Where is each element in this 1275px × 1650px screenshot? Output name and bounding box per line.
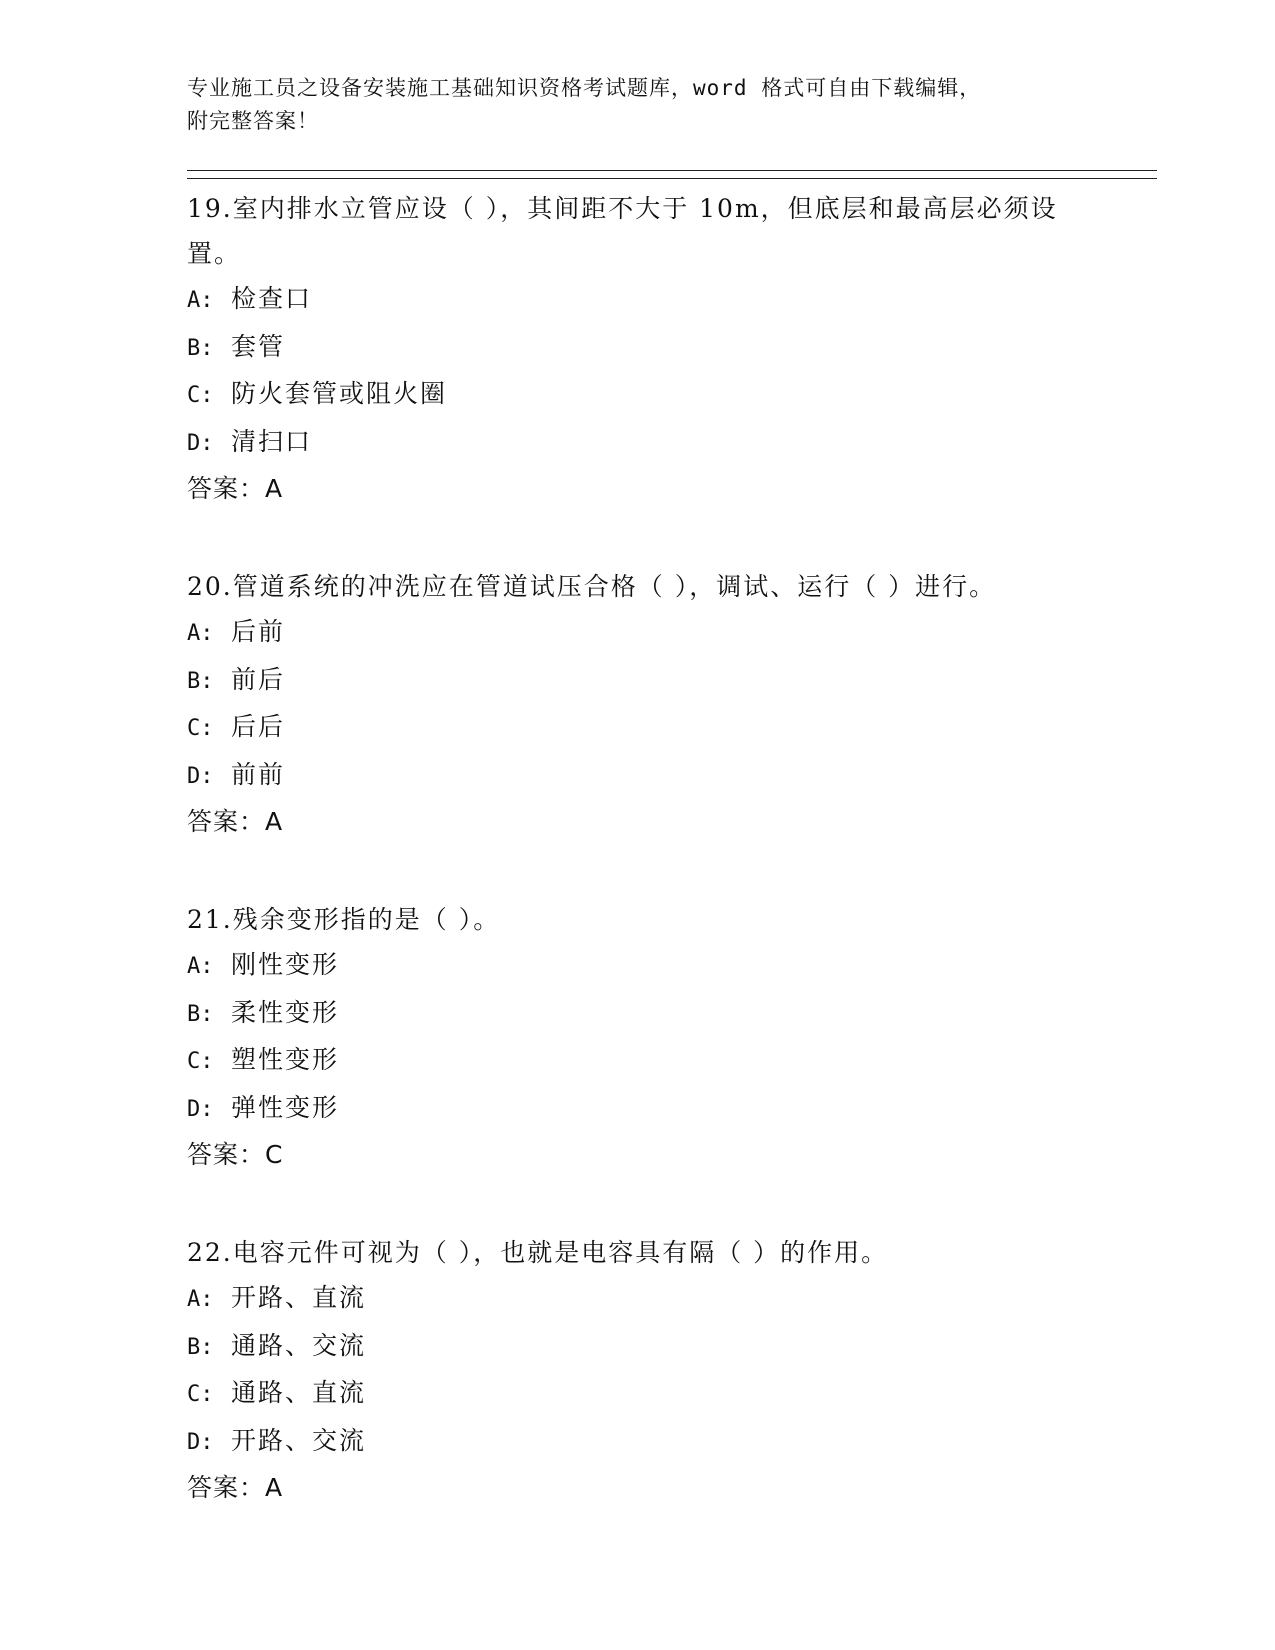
option-key: D: xyxy=(187,763,214,789)
option-key: B: xyxy=(187,335,214,361)
option-key: B: xyxy=(187,1334,214,1360)
option-b xyxy=(187,1323,1157,1371)
option-b xyxy=(187,324,1157,372)
option-text: 后前 xyxy=(231,617,286,646)
option-key: D: xyxy=(187,1096,214,1122)
question-22 xyxy=(187,1230,1157,1511)
option-a xyxy=(187,942,1157,990)
question-20 xyxy=(187,564,1157,845)
option-d xyxy=(187,752,1157,800)
option-key: A: xyxy=(187,954,214,979)
option-key: C: xyxy=(187,1049,214,1074)
question-stem: 22.电容元件可视为（ ），也就是电容具有隔（ ）的作用。 xyxy=(187,1238,889,1267)
option-text: 开路、直流 xyxy=(231,1283,367,1312)
option-key: C: xyxy=(187,383,214,408)
option-text: 开路、交流 xyxy=(231,1425,367,1455)
option-text: 刚性变形 xyxy=(231,950,340,979)
option-text: 清扫口 xyxy=(231,426,313,456)
answer-line: 答案：A xyxy=(187,807,284,836)
document-header xyxy=(187,72,1157,138)
answer-line: 答案：C xyxy=(187,1140,284,1169)
option-text: 通路、直流 xyxy=(231,1378,367,1407)
option-text: 弹性变形 xyxy=(231,1092,340,1122)
option-d xyxy=(187,1085,1157,1133)
document-page xyxy=(187,72,1157,1511)
option-c xyxy=(187,1037,1157,1085)
option-key: B: xyxy=(187,1001,214,1027)
question-19 xyxy=(187,186,1157,512)
option-text: 通路、交流 xyxy=(231,1330,367,1360)
option-key: A: xyxy=(187,621,214,646)
option-d xyxy=(187,1418,1157,1466)
option-text: 后后 xyxy=(231,712,286,741)
option-a xyxy=(187,609,1157,657)
option-key: C: xyxy=(187,716,214,741)
option-text: 柔性变形 xyxy=(231,997,340,1027)
question-21 xyxy=(187,897,1157,1178)
option-d xyxy=(187,419,1157,467)
answer-line: 答案：A xyxy=(187,474,284,503)
option-b xyxy=(187,657,1157,705)
option-key: C: xyxy=(187,1382,214,1407)
option-key: D: xyxy=(187,1429,214,1455)
answer-line: 答案：A xyxy=(187,1473,284,1502)
option-text: 塑性变形 xyxy=(231,1045,340,1074)
option-text: 检查口 xyxy=(231,284,313,313)
option-a xyxy=(187,1275,1157,1323)
option-key: D: xyxy=(187,430,214,456)
option-key: B: xyxy=(187,668,214,694)
question-stem: 20.管道系统的冲洗应在管道试压合格（ ），调试、运行（ ）进行。 xyxy=(187,572,997,601)
option-a xyxy=(187,276,1157,324)
option-c xyxy=(187,704,1157,752)
option-text: 前后 xyxy=(231,664,286,694)
header-double-rule xyxy=(187,170,1157,179)
option-text: 防火套管或阻火圈 xyxy=(231,379,448,408)
option-key: A: xyxy=(187,288,214,313)
question-stem: 21.残余变形指的是（ ）。 xyxy=(187,905,501,934)
option-b xyxy=(187,990,1157,1038)
header-line-1: 专业施工员之设备安装施工基础知识资格考试题库，word 格式可自由下载编辑， xyxy=(187,76,982,100)
header-line-2: 附完整答案！ xyxy=(187,109,319,133)
option-c xyxy=(187,371,1157,419)
option-key: A: xyxy=(187,1287,214,1312)
option-c xyxy=(187,1370,1157,1418)
option-text: 前前 xyxy=(231,759,286,789)
option-text: 套管 xyxy=(231,331,286,361)
question-stem: 19.室内排水立管应设（ ），其间距不大于 10m，但底层和最高层必须设置。 xyxy=(187,194,1058,268)
